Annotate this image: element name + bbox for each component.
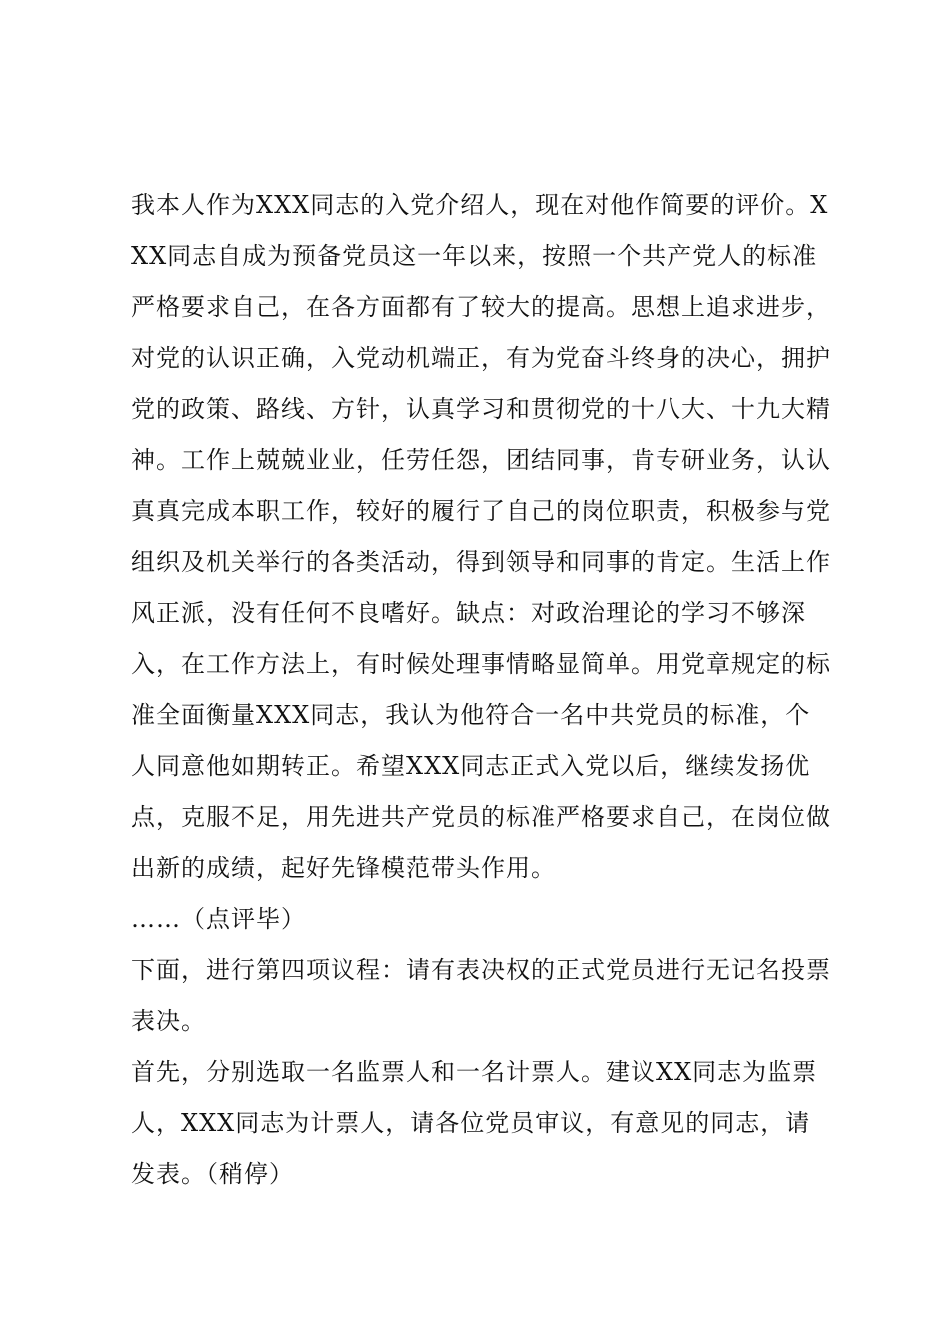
document-body bbox=[131, 180, 831, 1200]
paragraph-evaluation: 我本人作为XXX同志的入党介绍人，现在对他作简要的评价。XXX同志自成为预备党员这一年以来，按照一个共产党人的标准严格要求自己，在各方面都有了较大的提高。思想上追求进步，对党的认识正确，入党动机端正，有为党奋斗终身的决心，拥护党的政策、路线、方针，认真学习和贯彻党的十八大、十九大精神。工作上兢兢业业，任劳任怨，团结同事，肯专研业务，认认真真完成本职工作，较好的履行了自己的岗位职责，积极参与党组织及机关举行的各类活动，得到领导和同事的肯定。生活上作风正派，没有任何不良嗜好。缺点：对政治理论的学习不够深入，在工作方法上，有时候处理事情略显简单。用党章规定的标准全面衡量XXX同志，我认为他符合一名中共党员的标准，个人同意他如期转正。希望XXX同志正式入党以后，继续发扬优点，克服不足，用先进共产党员的标准严格要求自己，在岗位做出新的成绩，起好先锋模范带头作用。 bbox=[131, 191, 831, 882]
paragraph-comment-end: ……（点评毕） bbox=[131, 905, 306, 933]
paragraph-agenda-four: 下面，进行第四项议程：请有表决权的正式党员进行无记名投票表决。 bbox=[131, 956, 831, 1035]
paragraph-select-tellers: 首先，分别选取一名监票人和一名计票人。建议XX同志为监票人，XXX同志为计票人，请各位党员审议，有意见的同志，请发表。（稍停） bbox=[131, 1058, 818, 1188]
